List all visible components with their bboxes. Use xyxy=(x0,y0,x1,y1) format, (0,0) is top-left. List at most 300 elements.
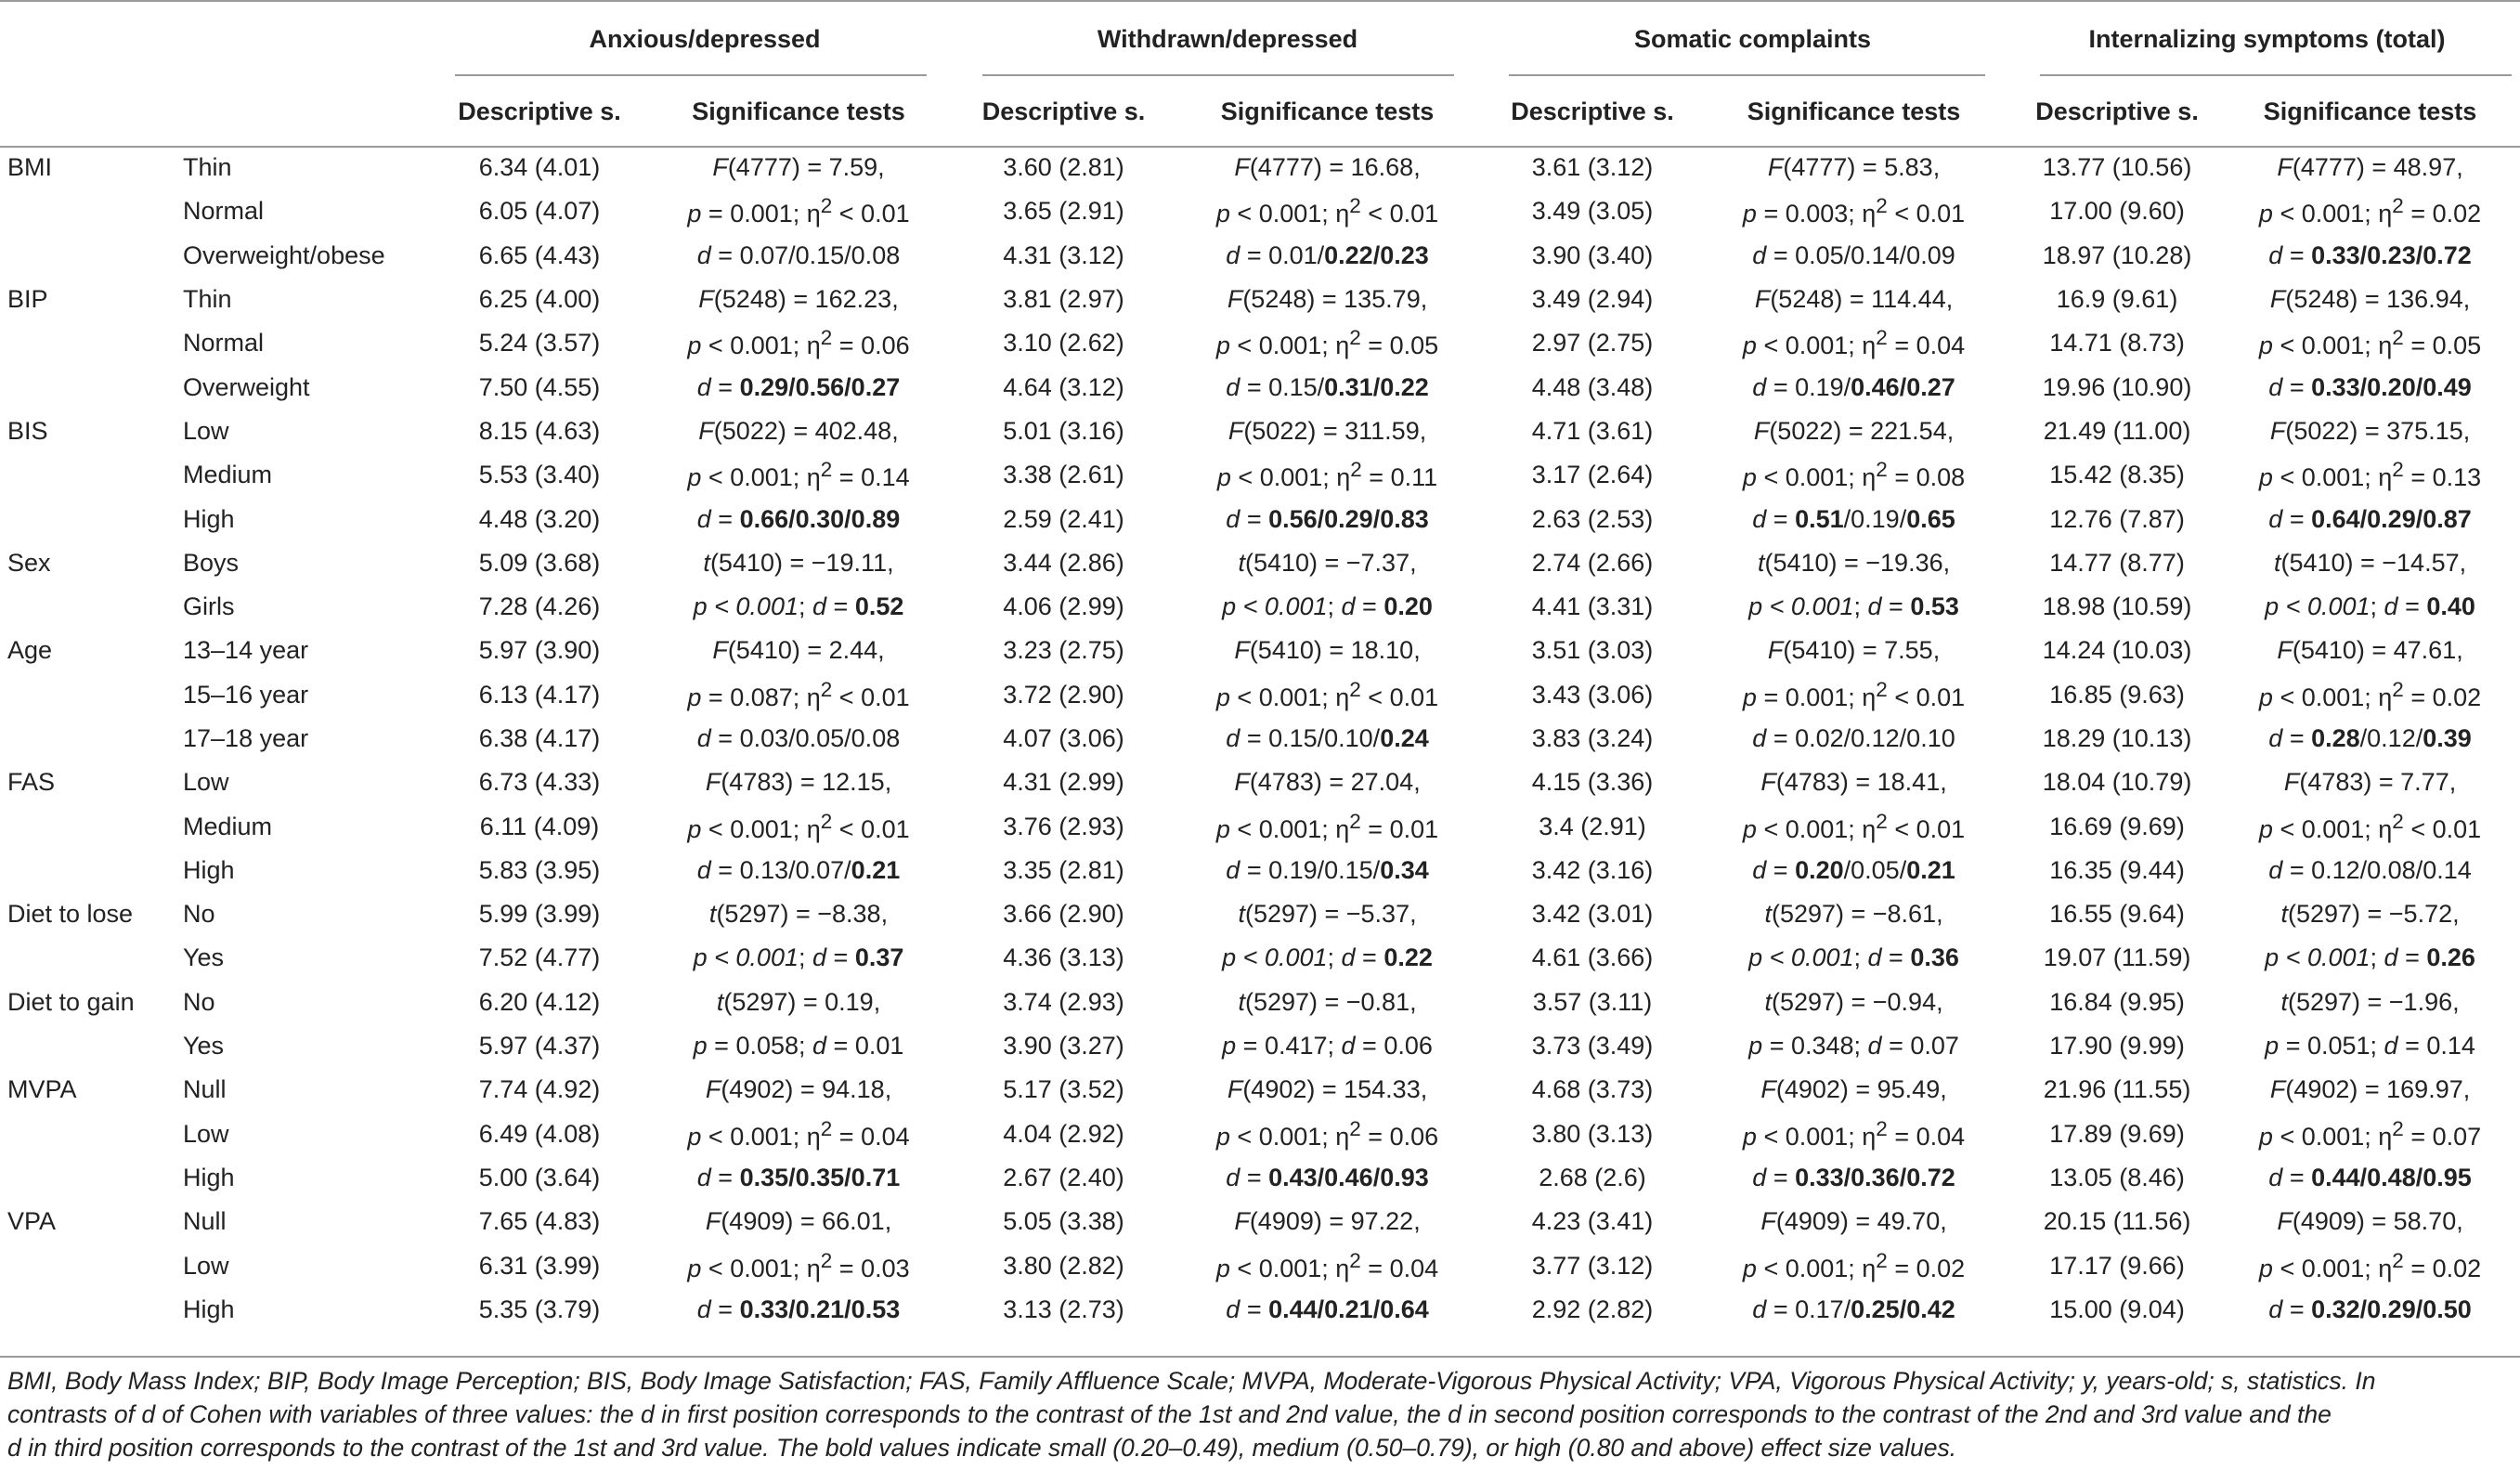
significance-cell: d = 0.33/0.36/0.72 xyxy=(1752,1163,1955,1191)
category-label: No xyxy=(183,987,215,1016)
significance-cell: d = 0.35/0.35/0.71 xyxy=(696,1163,901,1191)
descriptive-cell: 3.81 (2.97) xyxy=(1003,285,1124,314)
table-row xyxy=(0,365,2520,409)
descriptive-cell: 15.42 (8.35) xyxy=(2049,461,2185,489)
significance-cell: F(5022) = 311.59, xyxy=(1228,416,1427,445)
table-row xyxy=(0,321,2520,365)
significance-cell: t(5297) = −0.94, xyxy=(1764,987,1943,1016)
variable-label xyxy=(0,1156,179,1200)
significance-cell: p < 0.001; $\eta^2 = 0.01$ xyxy=(1215,809,1439,843)
footnote-line: contrasts of d of Cohen with variables of three values: the d in first position corresponds to the contrast of the 1st and 2nd value, the d in second position corresponds to the contrast of the 2nd and 3rd value and the xyxy=(7,1400,2332,1428)
descriptive-cell: 4.15 (3.36) xyxy=(1531,768,1654,797)
descriptive-cell: 3.51 (3.03) xyxy=(1531,636,1654,665)
significance-cell: p < 0.001; $\eta^2 = 0.04$ xyxy=(1742,326,1966,360)
significance-cell: t(5297) = −8.61, xyxy=(1764,900,1943,929)
descriptive-cell: 14.77 (8.77) xyxy=(2049,548,2185,577)
footnote-line: BMI, Body Mass Index; BIP, Body Image Perception; BIS, Body Image Satisfaction; FAS, Family Affluence Scale; MVPA, Moderate-Vigorous Physical Activity; VPA, Vigorous Physical Activity; y, years-old; s, statistics. In xyxy=(7,1367,2376,1395)
significance-cell: d = 0.32/0.29/0.50 xyxy=(2268,1294,2472,1323)
significance-cell: d = 0.03/0.05/0.08 xyxy=(696,724,901,752)
descriptive-cell: 6.49 (4.08) xyxy=(478,1119,601,1148)
group-header-internalizing-total: Internalizing symptoms (total) xyxy=(2088,24,2446,53)
descriptive-cell: 6.05 (4.07) xyxy=(478,197,601,226)
table-row xyxy=(0,453,2520,497)
significance-cell: p < 0.001; d = 0.22 xyxy=(1222,943,1433,972)
significance-cell: p < 0.001; $\eta^2 = 0.06$ xyxy=(1215,1116,1439,1151)
descriptive-cell: 5.05 (3.38) xyxy=(1003,1207,1124,1236)
table-top-rule xyxy=(0,0,2520,2)
descriptive-cell: 17.00 (9.60) xyxy=(2049,197,2185,226)
significance-cell: F(5022) = 221.54, xyxy=(1753,416,1955,445)
significance-cell: F(4909) = 97.22, xyxy=(1234,1207,1421,1236)
significance-cell: p < 0.001; d = 0.26 xyxy=(2265,943,2475,972)
descriptive-cell: 3.49 (3.05) xyxy=(1531,197,1654,226)
significance-cell: F(4783) = 18.41, xyxy=(1760,768,1947,797)
category-label: Yes xyxy=(183,1032,225,1060)
variable-label xyxy=(0,717,179,761)
table-row xyxy=(0,629,2520,672)
sub-header-row xyxy=(0,78,2520,146)
table-bottom-rule xyxy=(0,1356,2520,1358)
descriptive-cell: 15.00 (9.04) xyxy=(2049,1294,2185,1323)
significance-cell: F(5410) = 47.61, xyxy=(2277,636,2463,665)
sub-header-significance: Significance tests xyxy=(1220,98,1435,125)
group-underline-withdrawn xyxy=(982,74,1454,76)
significance-cell: p < 0.001; $\eta^2 < 0.01$ xyxy=(2258,809,2482,843)
significance-cell: d = 0.17/0.25/0.42 xyxy=(1752,1294,1955,1323)
table-row xyxy=(0,1068,2520,1112)
descriptive-cell: 6.13 (4.17) xyxy=(478,680,601,709)
category-label: Low xyxy=(183,1119,229,1148)
descriptive-cell: 3.49 (2.94) xyxy=(1531,285,1654,314)
descriptive-cell: 3.90 (3.40) xyxy=(1531,241,1654,269)
significance-cell: F(4909) = 49.70, xyxy=(1760,1207,1947,1236)
descriptive-cell: 2.97 (2.75) xyxy=(1531,329,1654,358)
variable-label xyxy=(0,234,179,278)
descriptive-cell: 3.23 (2.75) xyxy=(1003,636,1124,665)
significance-cell: t(5297) = −5.72, xyxy=(2280,900,2460,929)
sub-header-descriptive: Descriptive s. xyxy=(1511,98,1674,125)
descriptive-cell: 3.77 (3.12) xyxy=(1531,1251,1654,1280)
descriptive-cell: 4.61 (3.66) xyxy=(1531,943,1654,972)
variable-label xyxy=(0,1288,179,1332)
category-label: Thin xyxy=(183,153,232,182)
descriptive-cell: 4.64 (3.12) xyxy=(1003,372,1124,401)
sub-header-descriptive: Descriptive s. xyxy=(981,98,1146,125)
variable-label: Age xyxy=(7,636,53,665)
descriptive-cell: 3.65 (2.91) xyxy=(1003,197,1124,226)
table-row xyxy=(0,541,2520,585)
descriptive-cell: 6.11 (4.09) xyxy=(479,812,600,840)
descriptive-cell: 3.76 (2.93) xyxy=(1003,812,1124,840)
significance-cell: F(4777) = 5.83, xyxy=(1767,153,1941,182)
descriptive-cell: 20.15 (11.56) xyxy=(2043,1207,2191,1236)
significance-cell: t(5410) = −7.37, xyxy=(1238,548,1417,577)
descriptive-cell: 2.59 (2.41) xyxy=(1003,504,1124,533)
variable-label: BIP xyxy=(7,285,48,314)
descriptive-cell: 4.71 (3.61) xyxy=(1531,416,1654,445)
significance-cell: p = 0.001; $\eta^2 < 0.01$ xyxy=(687,194,910,228)
descriptive-cell: 4.23 (3.41) xyxy=(1531,1207,1654,1236)
descriptive-cell: 16.85 (9.63) xyxy=(2049,680,2185,709)
significance-cell: d = 0.33/0.23/0.72 xyxy=(2268,241,2472,269)
descriptive-cell: 19.07 (11.59) xyxy=(2043,943,2191,972)
descriptive-cell: 5.24 (3.57) xyxy=(478,329,601,358)
descriptive-cell: 3.73 (3.49) xyxy=(1531,1032,1654,1060)
category-label: Overweight xyxy=(183,372,310,401)
variable-label xyxy=(0,1112,179,1156)
significance-cell: d = 0.29/0.56/0.27 xyxy=(696,372,901,401)
significance-cell: d = 0.07/0.15/0.08 xyxy=(696,241,901,269)
significance-cell: t(5410) = −14.57, xyxy=(2273,548,2467,577)
table-row xyxy=(0,1288,2520,1332)
group-underline-internalizing xyxy=(2040,74,2512,76)
descriptive-cell: 2.67 (2.40) xyxy=(1003,1163,1124,1191)
descriptive-cell: 5.01 (3.16) xyxy=(1003,416,1124,445)
descriptive-cell: 6.20 (4.12) xyxy=(478,987,601,1016)
descriptive-cell: 2.74 (2.66) xyxy=(1531,548,1654,577)
significance-cell: F(4909) = 66.01, xyxy=(705,1207,892,1236)
table-row xyxy=(0,497,2520,540)
significance-cell: d = 0.44/0.21/0.64 xyxy=(1226,1294,1429,1323)
significance-cell: d = 0.05/0.14/0.09 xyxy=(1752,241,1955,269)
descriptive-cell: 21.96 (11.55) xyxy=(2043,1075,2191,1104)
descriptive-cell: 21.49 (11.00) xyxy=(2043,416,2191,445)
descriptive-cell: 16.9 (9.61) xyxy=(2056,285,2178,314)
significance-cell: p < 0.001; d = 0.37 xyxy=(693,943,904,972)
descriptive-cell: 6.34 (4.01) xyxy=(478,153,601,182)
descriptive-cell: 17.17 (9.66) xyxy=(2049,1251,2185,1280)
significance-cell: p < 0.001; $\eta^2 = 0.04$ xyxy=(1742,1116,1966,1151)
significance-cell: p < 0.001; $\eta^2 = 0.07$ xyxy=(2258,1116,2482,1151)
category-label: Medium xyxy=(183,812,273,840)
descriptive-cell: 16.69 (9.69) xyxy=(2049,812,2185,840)
descriptive-cell: 4.06 (2.99) xyxy=(1003,592,1124,621)
descriptive-cell: 6.65 (4.43) xyxy=(478,241,601,269)
variable-label: Diet to lose xyxy=(7,900,134,929)
significance-cell: F(5248) = 136.94, xyxy=(2269,285,2471,314)
significance-cell: t(5410) = −19.11, xyxy=(703,548,894,577)
significance-cell: d = 0.56/0.29/0.83 xyxy=(1226,504,1429,533)
variable-label xyxy=(0,189,179,233)
descriptive-cell: 7.52 (4.77) xyxy=(478,943,601,972)
significance-cell: p = 0.058; d = 0.01 xyxy=(693,1032,904,1060)
variable-label xyxy=(0,585,179,629)
descriptive-cell: 7.65 (4.83) xyxy=(478,1207,601,1236)
category-label: 17–18 year xyxy=(183,724,309,752)
significance-cell: p < 0.001; $\eta^2 = 0.03$ xyxy=(687,1248,910,1282)
significance-cell: p < 0.001; d = 0.36 xyxy=(1748,943,1959,972)
category-label: Low xyxy=(183,416,229,445)
descriptive-cell: 3.43 (3.06) xyxy=(1531,680,1654,709)
variable-label xyxy=(0,1024,179,1068)
significance-cell: F(4783) = 27.04, xyxy=(1234,768,1421,797)
significance-cell: p = 0.348; d = 0.07 xyxy=(1748,1032,1959,1060)
descriptive-cell: 17.90 (9.99) xyxy=(2049,1032,2185,1060)
descriptive-cell: 6.25 (4.00) xyxy=(478,285,601,314)
descriptive-cell: 2.92 (2.82) xyxy=(1531,1294,1654,1323)
descriptive-cell: 3.17 (2.64) xyxy=(1531,461,1654,489)
table-footnote xyxy=(7,1364,2514,1464)
descriptive-cell: 8.15 (4.63) xyxy=(478,416,601,445)
table-row xyxy=(0,1112,2520,1156)
significance-cell: p < 0.001; $\eta^2 < 0.01$ xyxy=(687,809,910,843)
significance-cell: d = 0.02/0.12/0.10 xyxy=(1752,724,1955,752)
descriptive-cell: 7.28 (4.26) xyxy=(478,592,601,621)
descriptive-cell: 16.35 (9.44) xyxy=(2049,855,2185,884)
significance-cell: d = 0.43/0.46/0.93 xyxy=(1226,1163,1429,1191)
variable-label: Sex xyxy=(7,548,51,577)
significance-cell: p = 0.003; $\eta^2 < 0.01$ xyxy=(1742,194,1966,228)
table-row xyxy=(0,278,2520,321)
descriptive-cell: 13.77 (10.56) xyxy=(2042,153,2192,182)
significance-cell: d = 0.12/0.08/0.14 xyxy=(2268,855,2472,884)
significance-cell: F(4902) = 169.97, xyxy=(2269,1075,2471,1104)
descriptive-cell: 12.76 (7.87) xyxy=(2049,504,2185,533)
significance-cell: d = 0.64/0.29/0.87 xyxy=(2268,504,2472,533)
descriptive-cell: 4.68 (3.73) xyxy=(1531,1075,1654,1104)
descriptive-cell: 3.80 (3.13) xyxy=(1531,1119,1654,1148)
significance-cell: F(4902) = 94.18, xyxy=(705,1075,892,1104)
table-row xyxy=(0,1024,2520,1068)
descriptive-cell: 3.38 (2.61) xyxy=(1003,461,1124,489)
significance-cell: F(5022) = 402.48, xyxy=(698,416,899,445)
significance-cell: p < 0.001; $\eta^2 = 0.13$ xyxy=(2258,458,2482,492)
category-label: No xyxy=(183,900,215,929)
descriptive-cell: 6.73 (4.33) xyxy=(478,768,601,797)
descriptive-cell: 5.09 (3.68) xyxy=(478,548,601,577)
variable-label xyxy=(0,497,179,540)
significance-cell: d = 0.44/0.48/0.95 xyxy=(2268,1163,2472,1191)
significance-cell: p < 0.001; $\eta^2 < 0.01$ xyxy=(1215,677,1439,711)
variable-label xyxy=(0,804,179,848)
descriptive-cell: 5.00 (3.64) xyxy=(478,1163,601,1191)
descriptive-cell: 5.35 (3.79) xyxy=(478,1294,601,1323)
significance-cell: t(5297) = −0.81, xyxy=(1238,987,1417,1016)
significance-cell: p = 0.051; d = 0.14 xyxy=(2265,1032,2475,1060)
descriptive-cell: 7.50 (4.55) xyxy=(478,372,601,401)
variable-label xyxy=(0,321,179,365)
significance-cell: F(4902) = 95.49, xyxy=(1760,1075,1947,1104)
descriptive-cell: 3.13 (2.73) xyxy=(1003,1294,1124,1323)
category-label: Low xyxy=(183,768,229,797)
significance-cell: d = 0.33/0.20/0.49 xyxy=(2268,372,2472,401)
significance-cell: F(5410) = 18.10, xyxy=(1234,636,1421,665)
significance-cell: F(4777) = 7.59, xyxy=(712,153,885,182)
significance-cell: F(5410) = 7.55, xyxy=(1767,636,1941,665)
descriptive-cell: 5.83 (3.95) xyxy=(478,855,601,884)
header-bottom-rule xyxy=(0,146,2520,148)
significance-cell: F(4909) = 58.70, xyxy=(2277,1207,2463,1236)
significance-cell: p < 0.001; $\eta^2 = 0.02$ xyxy=(1742,1248,1966,1282)
descriptive-cell: 19.96 (10.90) xyxy=(2042,372,2192,401)
descriptive-cell: 3.10 (2.62) xyxy=(1003,329,1124,358)
variable-label xyxy=(0,936,179,980)
descriptive-cell: 5.97 (4.37) xyxy=(478,1032,601,1060)
significance-cell: p < 0.001; $\eta^2 = 0.04$ xyxy=(687,1116,910,1151)
descriptive-cell: 4.31 (3.12) xyxy=(1003,241,1124,269)
descriptive-cell: 3.42 (3.01) xyxy=(1531,900,1654,929)
group-header-anxious: Anxious/depressed xyxy=(589,24,821,53)
variable-label xyxy=(0,1243,179,1287)
descriptive-cell: 6.38 (4.17) xyxy=(478,724,601,752)
significance-cell: p < 0.001; $\eta^2 = 0.11$ xyxy=(1216,458,1438,492)
sub-header-significance: Significance tests xyxy=(692,98,905,125)
significance-cell: F(4777) = 48.97, xyxy=(2277,153,2463,182)
table-row xyxy=(0,673,2520,717)
descriptive-cell: 4.48 (3.48) xyxy=(1531,372,1654,401)
table-row xyxy=(0,410,2520,453)
descriptive-cell: 4.07 (3.06) xyxy=(1003,724,1124,752)
significance-cell: d = 0.20/0.05/0.21 xyxy=(1752,855,1955,884)
table-row xyxy=(0,1200,2520,1243)
significance-cell: d = 0.15/0.10/0.24 xyxy=(1226,724,1429,752)
descriptive-cell: 14.24 (10.03) xyxy=(2042,636,2192,665)
sub-header-descriptive: Descriptive s. xyxy=(458,98,621,125)
variable-label: VPA xyxy=(7,1207,57,1236)
descriptive-cell: 13.05 (8.46) xyxy=(2049,1163,2185,1191)
descriptive-cell: 3.80 (2.82) xyxy=(1003,1251,1124,1280)
category-label: High xyxy=(183,1163,235,1191)
category-label: Null xyxy=(183,1075,227,1104)
descriptive-cell: 2.68 (2.6) xyxy=(1539,1163,1646,1191)
descriptive-cell: 3.72 (2.90) xyxy=(1003,680,1124,709)
category-label: Medium xyxy=(183,461,273,489)
sub-header-descriptive: Descriptive s. xyxy=(2035,98,2199,125)
descriptive-cell: 3.42 (3.16) xyxy=(1531,855,1654,884)
table-row xyxy=(0,717,2520,761)
significance-cell: d = 0.28/0.12/0.39 xyxy=(2268,724,2472,752)
category-label: Normal xyxy=(183,197,265,226)
descriptive-cell: 4.36 (3.13) xyxy=(1003,943,1124,972)
significance-cell: p < 0.001; $\eta^2 = 0.14$ xyxy=(687,458,910,492)
significance-cell: p < 0.001; d = 0.53 xyxy=(1748,592,1959,621)
significance-cell: p = 0.417; d = 0.06 xyxy=(1222,1032,1433,1060)
significance-cell: F(4783) = 7.77, xyxy=(2283,768,2457,797)
descriptive-cell: 5.99 (3.99) xyxy=(478,900,601,929)
footnote-line: d in third position corresponds to the contrast of the 1st and 3rd value. The bold values indicate small (0.20–0.49), medium (0.50–0.79), or high (0.80 and above) effect size values. xyxy=(7,1434,1957,1462)
descriptive-cell: 7.74 (4.92) xyxy=(478,1075,601,1104)
descriptive-cell: 14.71 (8.73) xyxy=(2049,329,2185,358)
descriptive-cell: 4.48 (3.20) xyxy=(478,504,601,533)
significance-cell: F(5248) = 135.79, xyxy=(1227,285,1428,314)
category-label: High xyxy=(183,1294,235,1323)
table-row xyxy=(0,1243,2520,1287)
descriptive-cell: 6.31 (3.99) xyxy=(478,1251,601,1280)
variable-label xyxy=(0,849,179,892)
descriptive-cell: 3.90 (3.27) xyxy=(1003,1032,1124,1060)
category-label: Yes xyxy=(183,943,225,972)
significance-cell: t(5297) = −5.37, xyxy=(1238,900,1417,929)
significance-cell: F(4777) = 16.68, xyxy=(1234,153,1421,182)
category-label: Girls xyxy=(183,592,235,621)
group-header-row xyxy=(0,0,2520,78)
descriptive-cell: 3.4 (2.91) xyxy=(1539,812,1646,840)
significance-cell: F(5248) = 114.44, xyxy=(1754,285,1954,314)
variable-label: BMI xyxy=(7,153,53,182)
table-row xyxy=(0,981,2520,1024)
category-label: Normal xyxy=(183,329,265,358)
significance-cell: d = 0.51/0.19/0.65 xyxy=(1752,504,1955,533)
group-header-somatic: Somatic complaints xyxy=(1633,24,1872,53)
table-row xyxy=(0,804,2520,848)
significance-cell: F(5022) = 375.15, xyxy=(2269,416,2471,445)
descriptive-cell: 16.55 (9.64) xyxy=(2049,900,2185,929)
descriptive-cell: 3.66 (2.90) xyxy=(1003,900,1124,929)
significance-cell: F(5248) = 162.23, xyxy=(698,285,899,314)
descriptive-cell: 18.98 (10.59) xyxy=(2042,592,2192,621)
significance-cell: p < 0.001; $\eta^2 < 0.01$ xyxy=(1215,194,1439,228)
table-row xyxy=(0,761,2520,804)
significance-cell: d = 0.13/0.07/0.21 xyxy=(696,855,901,884)
table-body xyxy=(0,146,2520,1332)
category-label: Overweight/obese xyxy=(183,241,385,269)
table-row xyxy=(0,234,2520,278)
category-label: Boys xyxy=(183,548,240,577)
category-label: Null xyxy=(183,1207,227,1236)
significance-cell: p < 0.001; $\eta^2 < 0.01$ xyxy=(1742,809,1966,843)
significance-cell: p < 0.001; $\eta^2 = 0.06$ xyxy=(687,326,910,360)
descriptive-cell: 18.04 (10.79) xyxy=(2042,768,2192,797)
significance-cell: d = 0.01/0.22/0.23 xyxy=(1226,241,1429,269)
significance-cell: p < 0.001; $\eta^2 = 0.05$ xyxy=(1215,326,1439,360)
descriptive-cell: 3.60 (2.81) xyxy=(1003,153,1124,182)
descriptive-cell: 3.57 (3.11) xyxy=(1532,987,1653,1016)
descriptive-cell: 18.97 (10.28) xyxy=(2042,241,2192,269)
significance-cell: t(5297) = 0.19, xyxy=(716,987,881,1016)
significance-cell: p < 0.001; $\eta^2 = 0.02$ xyxy=(2258,1248,2482,1282)
significance-cell: d = 0.19/0.15/0.34 xyxy=(1226,855,1429,884)
table-row xyxy=(0,849,2520,892)
group-underline-somatic xyxy=(1509,74,1985,76)
significance-cell: d = 0.19/0.46/0.27 xyxy=(1752,372,1955,401)
sub-header-significance: Significance tests xyxy=(1747,98,1961,125)
significance-cell: F(4783) = 12.15, xyxy=(705,768,892,797)
significance-cell: t(5410) = −19.36, xyxy=(1757,548,1951,577)
significance-cell: t(5297) = −8.38, xyxy=(708,900,889,929)
category-label: High xyxy=(183,855,235,884)
descriptive-cell: 17.89 (9.69) xyxy=(2049,1119,2185,1148)
descriptive-cell: 4.04 (2.92) xyxy=(1003,1119,1124,1148)
descriptive-cell: 4.31 (2.99) xyxy=(1003,768,1124,797)
category-label: 15–16 year xyxy=(183,680,309,709)
descriptive-cell: 5.17 (3.52) xyxy=(1003,1075,1124,1104)
descriptive-cell: 18.29 (10.13) xyxy=(2042,724,2192,752)
variable-label: Diet to gain xyxy=(7,987,135,1016)
table-row xyxy=(0,146,2520,189)
variable-label xyxy=(0,673,179,717)
significance-cell: p < 0.001; $\eta^2 = 0.02$ xyxy=(2258,677,2482,711)
descriptive-cell: 16.84 (9.95) xyxy=(2049,987,2185,1016)
variable-label xyxy=(0,453,179,497)
sub-header-significance: Significance tests xyxy=(2263,98,2477,125)
descriptive-cell: 3.44 (2.86) xyxy=(1003,548,1124,577)
group-underline-anxious xyxy=(455,74,927,76)
significance-cell: p < 0.001; d = 0.52 xyxy=(693,592,904,621)
table-row xyxy=(0,585,2520,629)
variable-label: BIS xyxy=(7,416,48,445)
significance-cell: p = 0.001; $\eta^2 < 0.01$ xyxy=(1742,677,1966,711)
descriptive-cell: 3.83 (3.24) xyxy=(1531,724,1654,752)
category-label: High xyxy=(183,504,235,533)
table-row xyxy=(0,189,2520,233)
descriptive-cell: 5.53 (3.40) xyxy=(478,461,601,489)
category-label: Thin xyxy=(183,285,232,314)
significance-cell: F(5410) = 2.44, xyxy=(712,636,885,665)
significance-cell: d = 0.15/0.31/0.22 xyxy=(1226,372,1429,401)
variable-label: MVPA xyxy=(7,1075,77,1104)
descriptive-cell: 3.74 (2.93) xyxy=(1003,987,1124,1016)
significance-cell: p < 0.001; d = 0.20 xyxy=(1222,592,1433,621)
